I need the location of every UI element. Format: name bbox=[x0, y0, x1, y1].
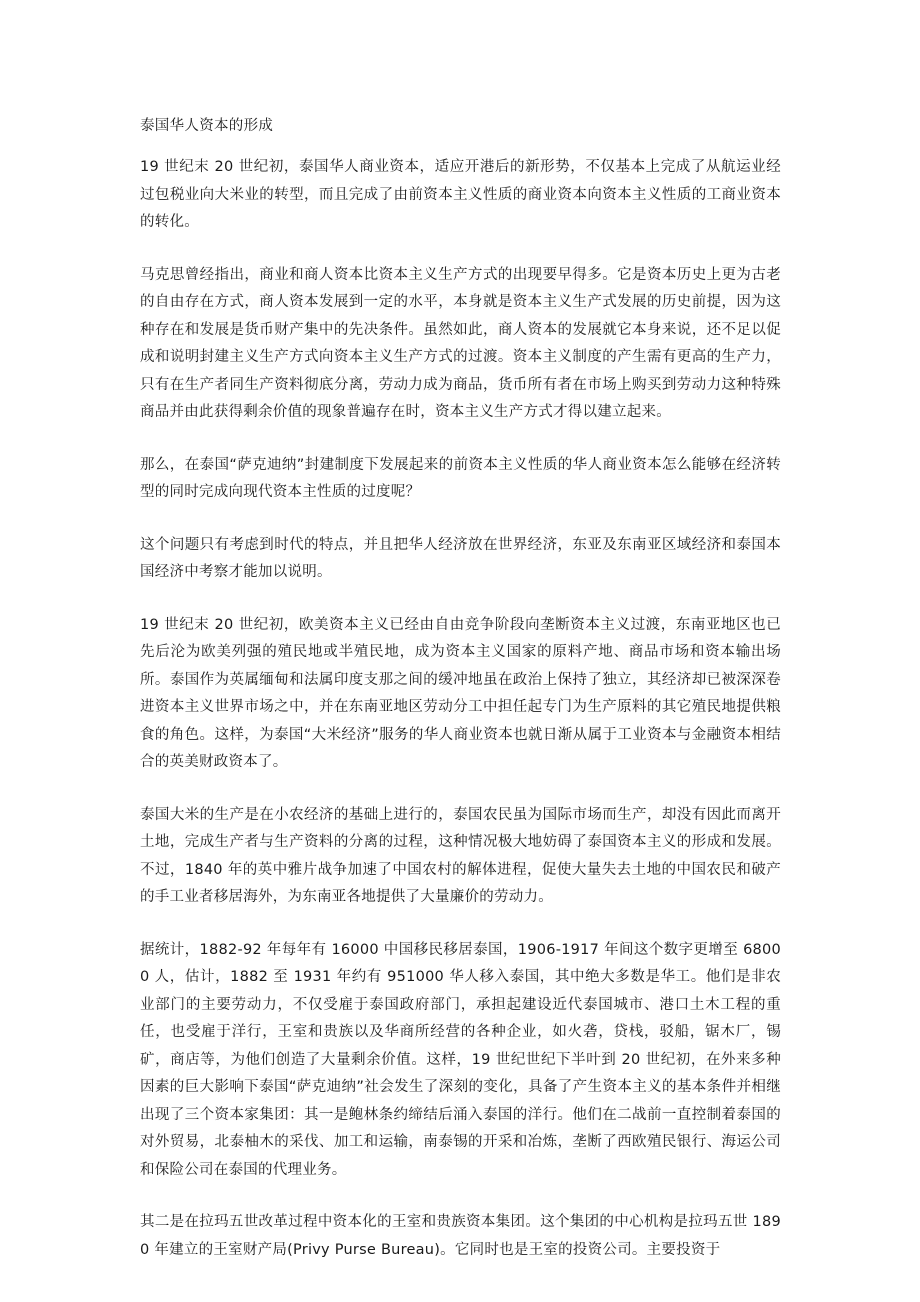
document-title: 泰国华人资本的形成 bbox=[140, 118, 274, 134]
paragraph-3: 那么，在泰国“萨克迪纳”封建制度下发展起来的前资本主义性质的华人商业资本怎么能够在经济转型的同时完成向现代资本主性质的过度呢？ bbox=[140, 456, 781, 500]
paragraph-1: 19 世纪末 20 世纪初，泰国华人商业资本，适应开港后的新形势，不仅基本上完成了从航运业经过包税业向大米业的转型，而且完成了由前资本主义性质的商业资本向资本主义性质的工商业资本的转化。 bbox=[140, 159, 781, 230]
paragraph-4: 这个问题只有考虑到时代的特点，并且把华人经济放在世界经济，东亚及东南亚区域经济和泰国本国经济中考察才能加以说明。 bbox=[140, 536, 781, 580]
paragraph-2: 马克思曾经指出，商业和商人资本比资本主义生产方式的出现要早得多。它是资本历史上更为古老的自由存在方式，商人资本发展到一定的水平，本身就是资本主义生产式发展的历史前提，因为这种存在和发展是货币财产集中的先决条件。虽然如此，商人资本的发展就它本身来说，还不足以促成和说明封建主义生产方式向资本主义生产方式的过渡。资本主义制度的产生需有更高的生产力，只有在生产者同生产资料彻底分离，劳动力成为商品，货币所有者在市场上购买到劳动力这种特殊商品并由此获得剩余价值的现象普遍存在时，资本主义生产方式才得以建立起来。 bbox=[140, 266, 781, 420]
paragraph-8: 其二是在拉玛五世改革过程中资本化的王室和贵族资本集团。这个集团的中心机构是拉玛五世 1890 年建立的王室财产局(Privy Purse Bureau)。它同时也是王室的投资公司。主要投资于 bbox=[140, 1214, 781, 1258]
document-page bbox=[140, 112, 781, 1289]
paragraph-6: 泰国大米的生产是在小农经济的基础上进行的，泰国农民虽为国际市场而生产，却没有因此而离开土地，完成生产者与生产资料的分离的过程，这种情况极大地妨碍了泰国资本主义的形成和发展。不过，1840 年的英中雅片战争加速了中国农村的解体进程，促使大量失去土地的中国农民和破产的手工业者移居海外，为东南亚各地提供了大量廉价的劳动力。 bbox=[140, 806, 781, 905]
paragraph-7: 据统计，1882-92 年每年有 16000 中国移民移居泰国，1906-1917 年间这个数字更增至 68000 人，估计，1882 至 1931 年约有 951000 华人移入泰国，其中绝大多数是华工。他们是非农业部门的主要劳动力，不仅受雇于泰国政府部门，承担起建设近代泰国城市、港口土木工程的重任，也受雇于洋行，王室和贵族以及华商所经营的各种企业，如火砻，贷栈，驳船，锯木厂，锡矿，商店等，为他们创造了大量剩余价值。这样，19 世纪世纪下半叶到 20 世纪初，在外来多种因素的巨大影响下泰国“萨克迪纳”社会发生了深刻的变化，具备了产生资本主义的基本条件并相继出现了三个资本家集团：其一是鲍林条约缔结后涌入泰国的洋行。他们在二战前一直控制着泰国的对外贸易，北泰柚木的采伐、加工和运输，南泰锡的开采和冶炼，垄断了西欧殖民银行、海运公司和保险公司在泰国的代理业务。 bbox=[140, 941, 781, 1178]
paragraph-5: 19 世纪末 20 世纪初，欧美资本主义已经由自由竞争阶段向垄断资本主义过渡，东南亚地区也已先后沦为欧美列强的殖民地或半殖民地，成为资本主义国家的原料产地、商品市场和资本输出场所。泰国作为英属缅甸和法属印度支那之间的缓冲地虽在政治上保持了独立，其经济却已被深深卷进资本主义世界市场之中，并在东南亚地区劳动分工中担任起专门为生产原料的其它殖民地提供粮食的角色。这样，为泰国“大米经济”服务的华人商业资本也就日渐从属于工业资本与金融资本相结合的英美财政资本了。 bbox=[140, 616, 781, 770]
